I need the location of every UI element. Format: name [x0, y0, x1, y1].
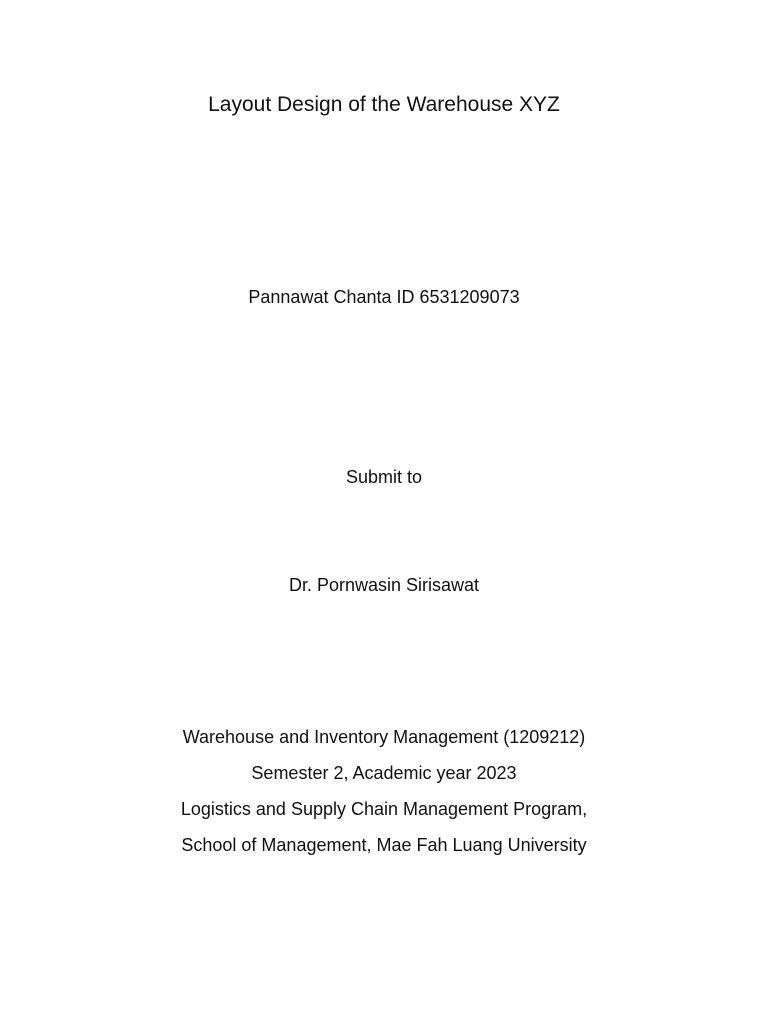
- course-name: Warehouse and Inventory Management (1209212): [182, 727, 586, 747]
- document-title: Layout Design of the Warehouse XYZ: [208, 93, 560, 116]
- semester-line: Semester 2, Academic year 2023: [251, 763, 517, 783]
- instructor-name: Dr. Pornwasin Sirisawat: [288, 575, 480, 595]
- course-info-block: [0, 719, 768, 863]
- school-line: School of Management, Mae Fah Luang University: [181, 835, 587, 855]
- program-line: Logistics and Supply Chain Management Program,: [180, 799, 588, 819]
- submit-to-label: Submit to: [345, 467, 423, 487]
- author-line: Pannawat Chanta ID 6531209073: [248, 287, 520, 307]
